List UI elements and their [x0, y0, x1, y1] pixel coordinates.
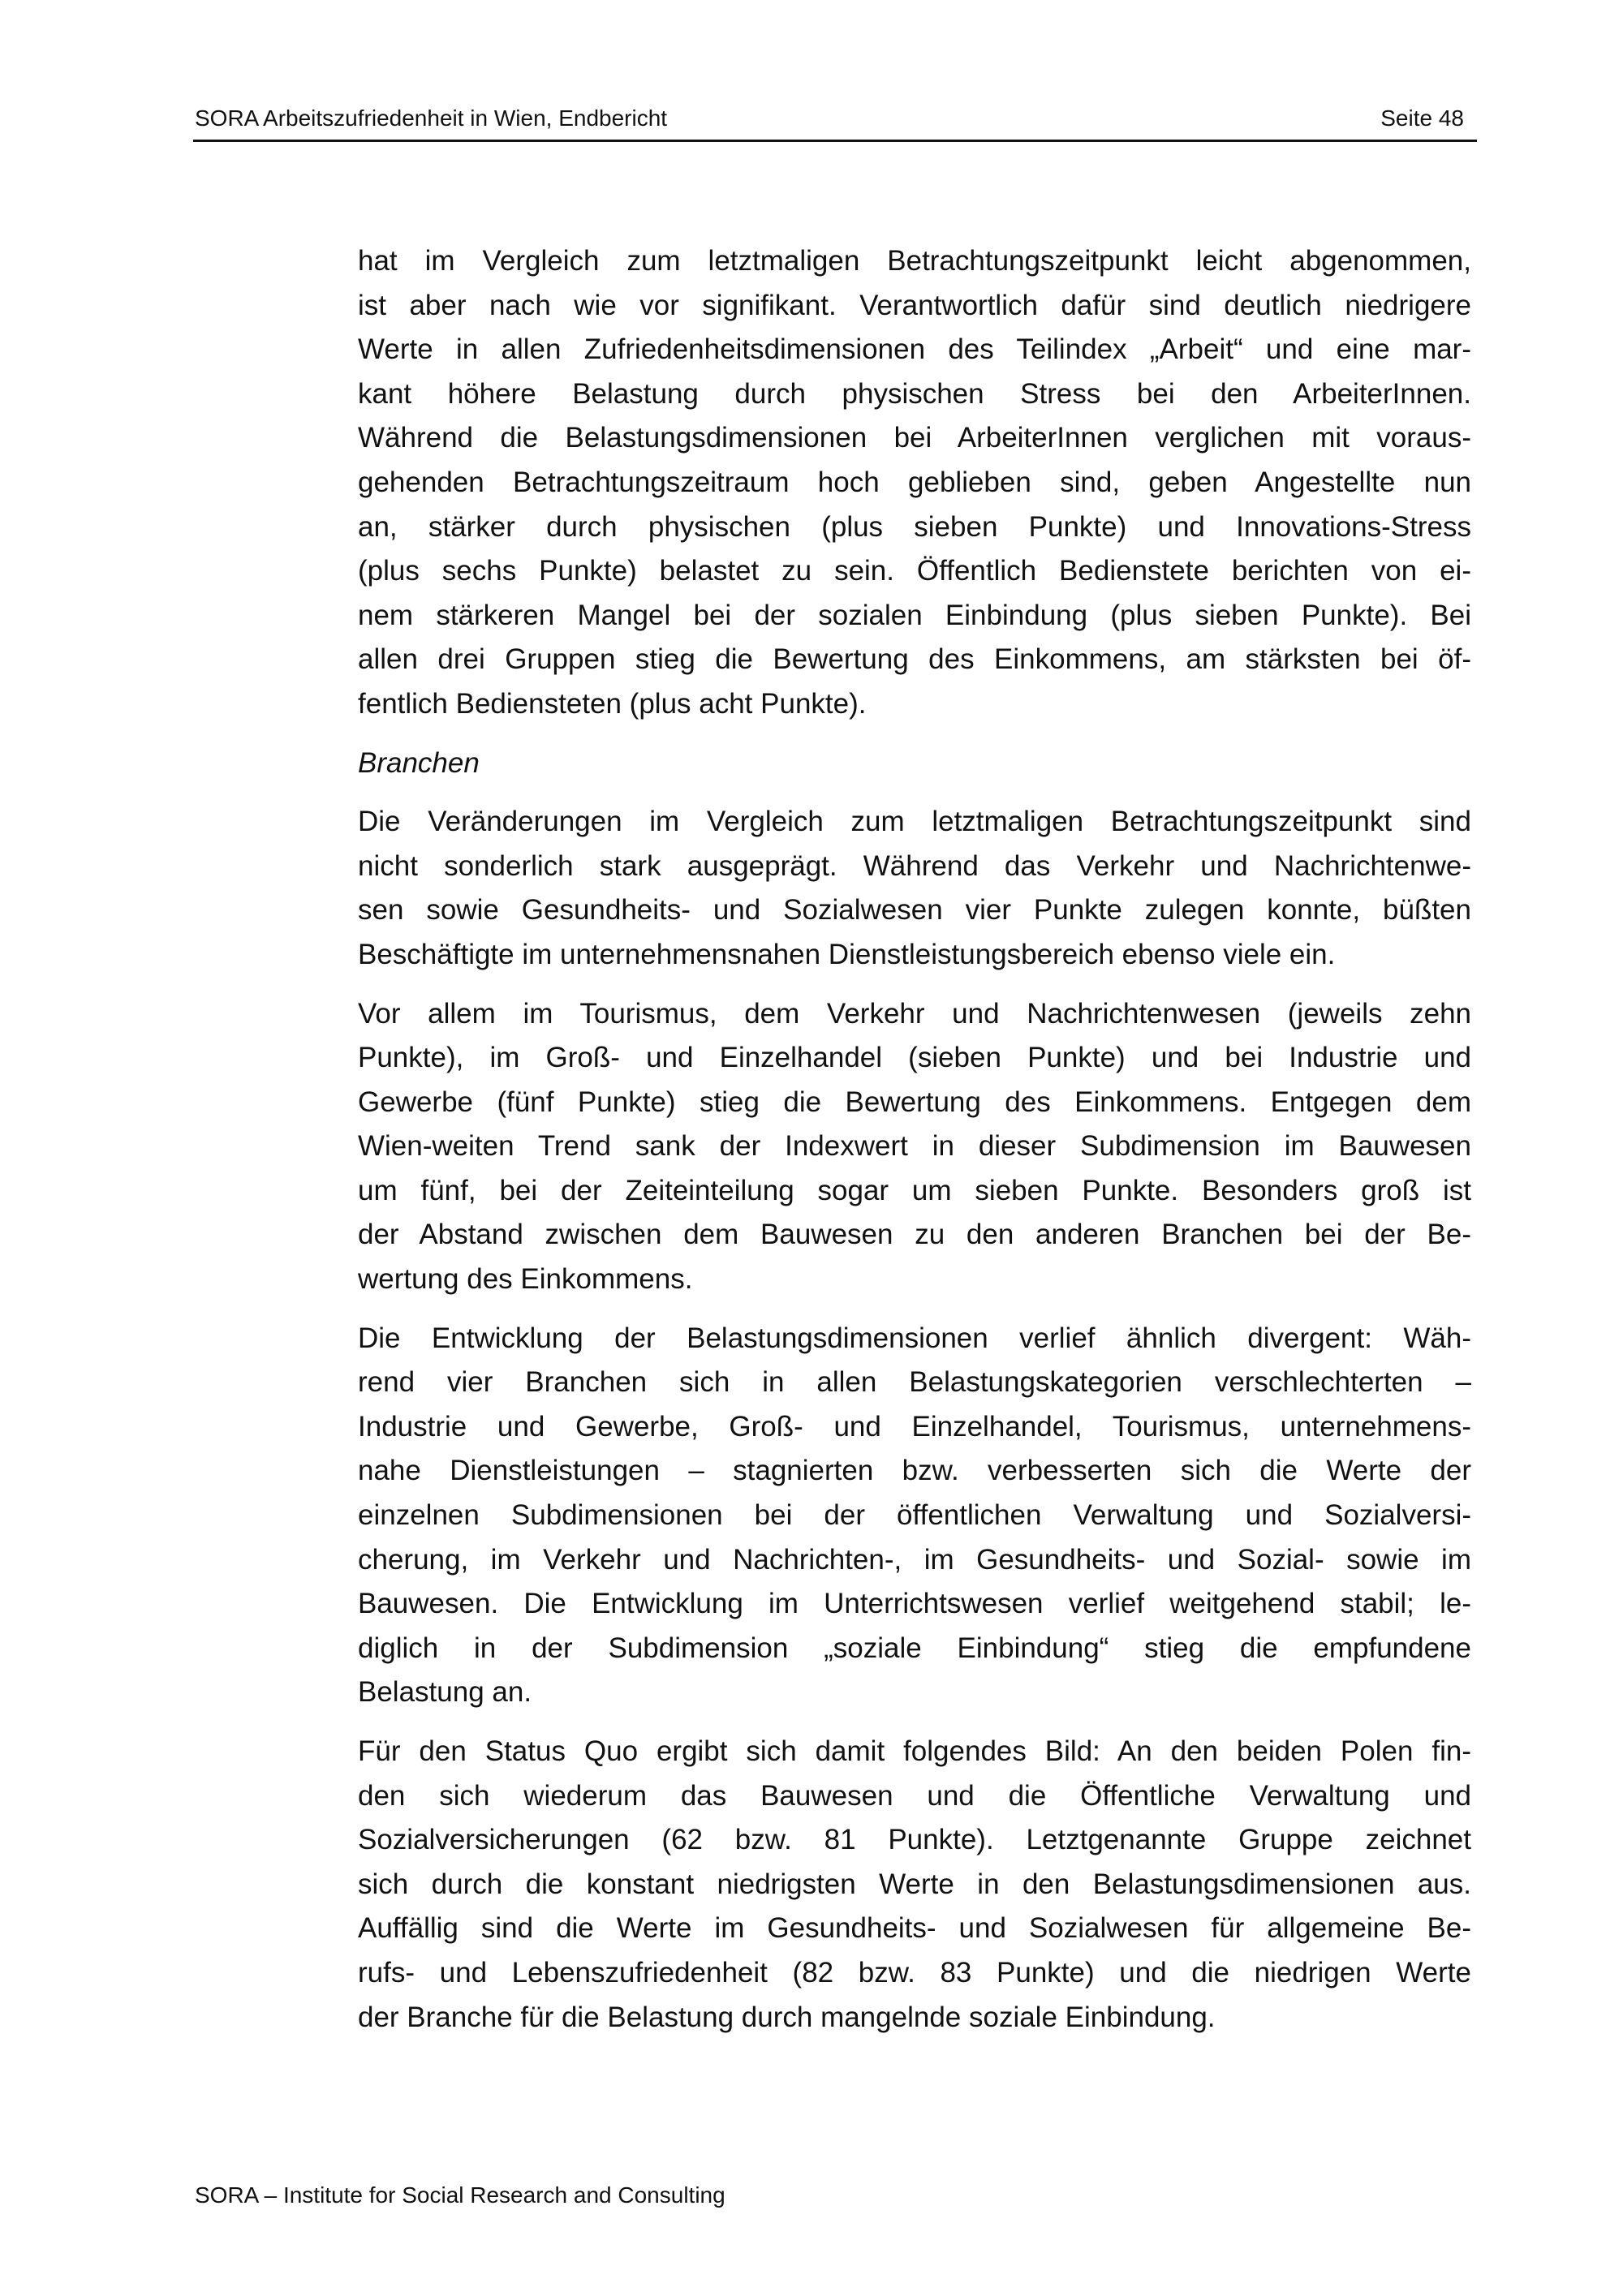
text-line: allen drei Gruppen stieg die Bewertung des Einkommens, am stärksten bei öf-	[358, 643, 1471, 676]
text-line: sen sowie Gesundheits- und Sozialwesen vier Punkte zulegen konnte, büßten	[358, 894, 1471, 927]
text-line: Die Entwicklung der Belastungsdimensionen verlief ähnlich divergent: Wäh-	[358, 1322, 1471, 1354]
text-line: fentlich Bediensteten (plus acht Punkte).	[358, 687, 867, 720]
page-header	[193, 104, 1477, 142]
paragraph	[358, 1317, 1471, 1715]
text-line: den sich wiederum das Bauwesen und die Öffentliche Verwaltung und	[358, 1779, 1471, 1812]
text-line: nem stärkeren Mangel bei der sozialen Einbindung (plus sieben Punkte). Bei	[358, 599, 1471, 631]
text-line: Wien-weiten Trend sank der Indexwert in dieser Subdimension im Bauwesen	[358, 1130, 1471, 1163]
document-title: SORA Arbeitszufriedenheit in Wien, Endbericht	[195, 105, 668, 131]
text-line: einzelnen Subdimensionen bei der öffentlichen Verwaltung und Sozialversi-	[358, 1499, 1471, 1532]
text-line: diglich in der Subdimension „soziale Einbindung“ stieg die empfundene	[358, 1632, 1471, 1664]
text-line: Sozialversicherungen (62 bzw. 81 Punkte). Letztgenannte Gruppe zeichnet	[358, 1824, 1471, 1856]
page-footer: SORA – Institute for Social Research and Consulting	[195, 2182, 725, 2208]
text-line: an, stärker durch physischen (plus sieben Punkte) und Innovations-Stress	[358, 510, 1471, 543]
text-line: rufs- und Lebenszufriedenheit (82 bzw. 83 Punkte) und die niedrigen Werte	[358, 1956, 1471, 1989]
text-line: Vor allem im Tourismus, dem Verkehr und Nachrichtenwesen (jeweils zehn	[358, 997, 1471, 1030]
text-line: cherung, im Verkehr und Nachrichten-, im Gesundheits- und Sozial- sowie im	[358, 1543, 1471, 1576]
text-line: Für den Status Quo ergibt sich damit folgendes Bild: An den beiden Polen fin-	[358, 1735, 1471, 1767]
text-line: Während die Belastungsdimensionen bei ArbeiterInnen verglichen mit voraus-	[358, 422, 1471, 454]
text-line: ist aber nach wie vor signifikant. Verantwortlich dafür sind deutlich niedrigere	[358, 289, 1471, 321]
paragraph	[358, 992, 1471, 1302]
text-line: Gewerbe (fünf Punkte) stieg die Bewertung des Einkommens. Entgegen dem	[358, 1086, 1471, 1118]
text-line: sich durch die konstant niedrigsten Werte in den Belastungsdimensionen aus.	[358, 1868, 1471, 1900]
text-line: Punkte), im Groß- und Einzelhandel (sieben Punkte) und bei Industrie und	[358, 1042, 1471, 1074]
text-line: Belastung an.	[358, 1676, 532, 1709]
text-line: hat im Vergleich zum letztmaligen Betrachtungszeitpunkt leicht abgenommen,	[358, 245, 1471, 277]
text-line: der Branche für die Belastung durch mangelnde soziale Einbindung.	[358, 2001, 1216, 2033]
text-line: rend vier Branchen sich in allen Belastungskategorien verschlechterten –	[358, 1366, 1471, 1399]
text-line: um fünf, bei der Zeiteinteilung sogar um sieben Punkte. Besonders groß ist	[358, 1174, 1471, 1206]
text-line: der Abstand zwischen dem Bauwesen zu den anderen Branchen bei der Be-	[358, 1219, 1471, 1251]
body-text	[358, 239, 1471, 2054]
section-subheading: Branchen	[358, 746, 480, 779]
text-line: Auffällig sind die Werte im Gesundheits- und Sozialwesen für allgemeine Be-	[358, 1912, 1471, 1945]
text-line: nahe Dienstleistungen – stagnierten bzw. verbesserten sich die Werte der	[358, 1455, 1471, 1487]
text-line: Bauwesen. Die Entwicklung im Unterrichtswesen verlief weitgehend stabil; le-	[358, 1588, 1471, 1620]
text-line: (plus sechs Punkte) belastet zu sein. Öffentlich Bedienstete berichten von ei-	[358, 555, 1471, 587]
text-line: gehenden Betrachtungszeitraum hoch geblieben sind, geben Angestellte nun	[358, 466, 1471, 498]
text-line: wertung des Einkommens.	[358, 1263, 693, 1296]
text-line: Werte in allen Zufriedenheitsdimensionen des Teilindex „Arbeit“ und eine mar-	[358, 333, 1471, 366]
paragraph	[358, 239, 1471, 727]
paragraph	[358, 1730, 1471, 2040]
text-line: Die Veränderungen im Vergleich zum letztmaligen Betrachtungszeitpunkt sind	[358, 806, 1471, 838]
text-line: nicht sonderlich stark ausgeprägt. Während das Verkehr und Nachrichtenwe-	[358, 849, 1471, 882]
text-line: kant höhere Belastung durch physischen Stress bei den ArbeiterInnen.	[358, 377, 1471, 410]
paragraph	[358, 800, 1471, 977]
text-line: Industrie und Gewerbe, Groß- und Einzelhandel, Tourismus, unternehmens-	[358, 1410, 1471, 1443]
page-number: Seite 48	[1380, 105, 1464, 131]
text-line: Beschäftigte im unternehmensnahen Dienstleistungsbereich ebenso viele ein.	[358, 938, 1336, 970]
